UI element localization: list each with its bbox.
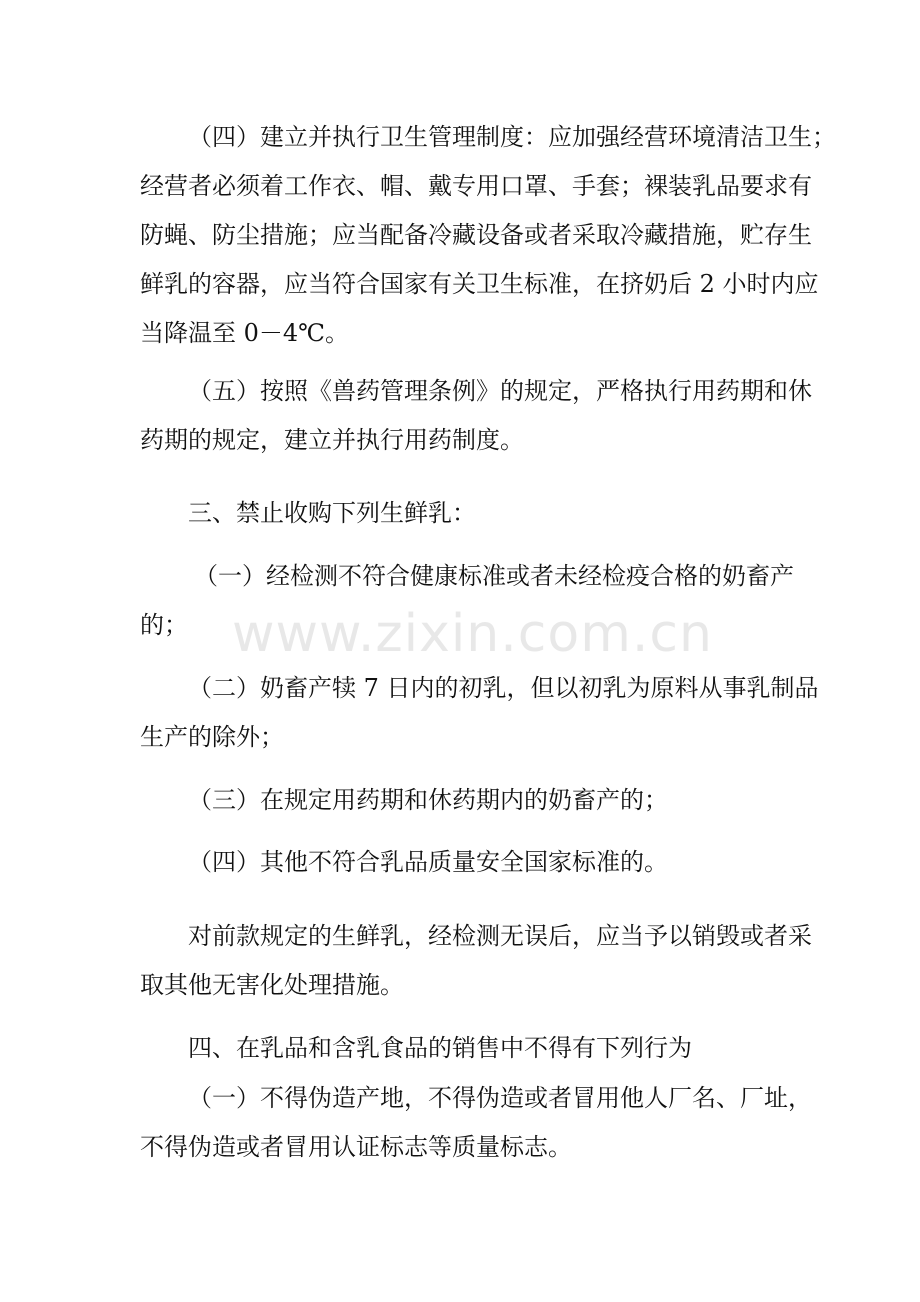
- text-line: 三、禁止收购下列生鲜乳：: [188, 499, 476, 527]
- text-line: （三）在规定用药期和休药期内的奶畜产的；: [188, 786, 668, 814]
- text-line: 当降温至 0－4℃。: [140, 319, 350, 347]
- text-line: （一）不得伪造产地，不得伪造或者冒用他人厂名、厂址，: [188, 1084, 812, 1112]
- paragraph-prohibited-item-1: [140, 552, 800, 650]
- text-line: 生产的除外；: [140, 723, 284, 751]
- watermark-text: www.zixin.com.cn: [232, 604, 713, 664]
- text-line: 药期的规定，建立并执行用药制度。: [140, 426, 524, 454]
- paragraph-veterinary-drug-rules: [140, 367, 812, 465]
- text-line: 的；: [140, 611, 188, 639]
- section-heading-sales-prohibitions: [140, 1024, 800, 1073]
- text-line: 防蝇、防尘措施；应当配备冷藏设备或者采取冷藏措施，贮存生: [140, 221, 812, 249]
- paragraph-hygiene-management: [140, 113, 836, 358]
- text-line: 对前款规定的生鲜乳，经检测无误后，应当予以销毁或者采: [188, 922, 812, 950]
- text-line: （一）经检测不符合健康标准或者未经检疫合格的奶畜产: [194, 562, 794, 590]
- text-line: （四）其他不符合乳品质量安全国家标准的。: [188, 848, 668, 876]
- text-line: 取其他无害化处理措施。: [140, 971, 404, 999]
- text-line: （五）按照《兽药管理条例》的规定，严格执行用药期和休: [188, 377, 812, 405]
- text-line: （四）建立并执行卫生管理制度：应加强经营环境清洁卫生；: [188, 123, 836, 151]
- text-line: 经营者必须着工作衣、帽、戴专用口罩、手套；裸装乳品要求有: [140, 172, 812, 200]
- text-line: （二）奶畜产犊 7 日内的初乳，但以初乳为原料从事乳制品: [188, 674, 819, 702]
- paragraph-disposal-measures: [140, 912, 812, 1010]
- text-line: 不得伪造或者冒用认证标志等质量标志。: [140, 1133, 572, 1161]
- paragraph-prohibited-item-3: [140, 776, 800, 825]
- text-line: 四、在乳品和含乳食品的销售中不得有下列行为: [188, 1034, 692, 1062]
- section-heading-prohibited-purchase: [140, 489, 800, 538]
- paragraph-prohibited-item-2: [140, 664, 819, 762]
- paragraph-sales-prohibition-1: [140, 1074, 812, 1172]
- paragraph-prohibited-item-4: [140, 838, 800, 887]
- text-line: 鲜乳的容器，应当符合国家有关卫生标准，在挤奶后 2 小时内应: [140, 270, 819, 298]
